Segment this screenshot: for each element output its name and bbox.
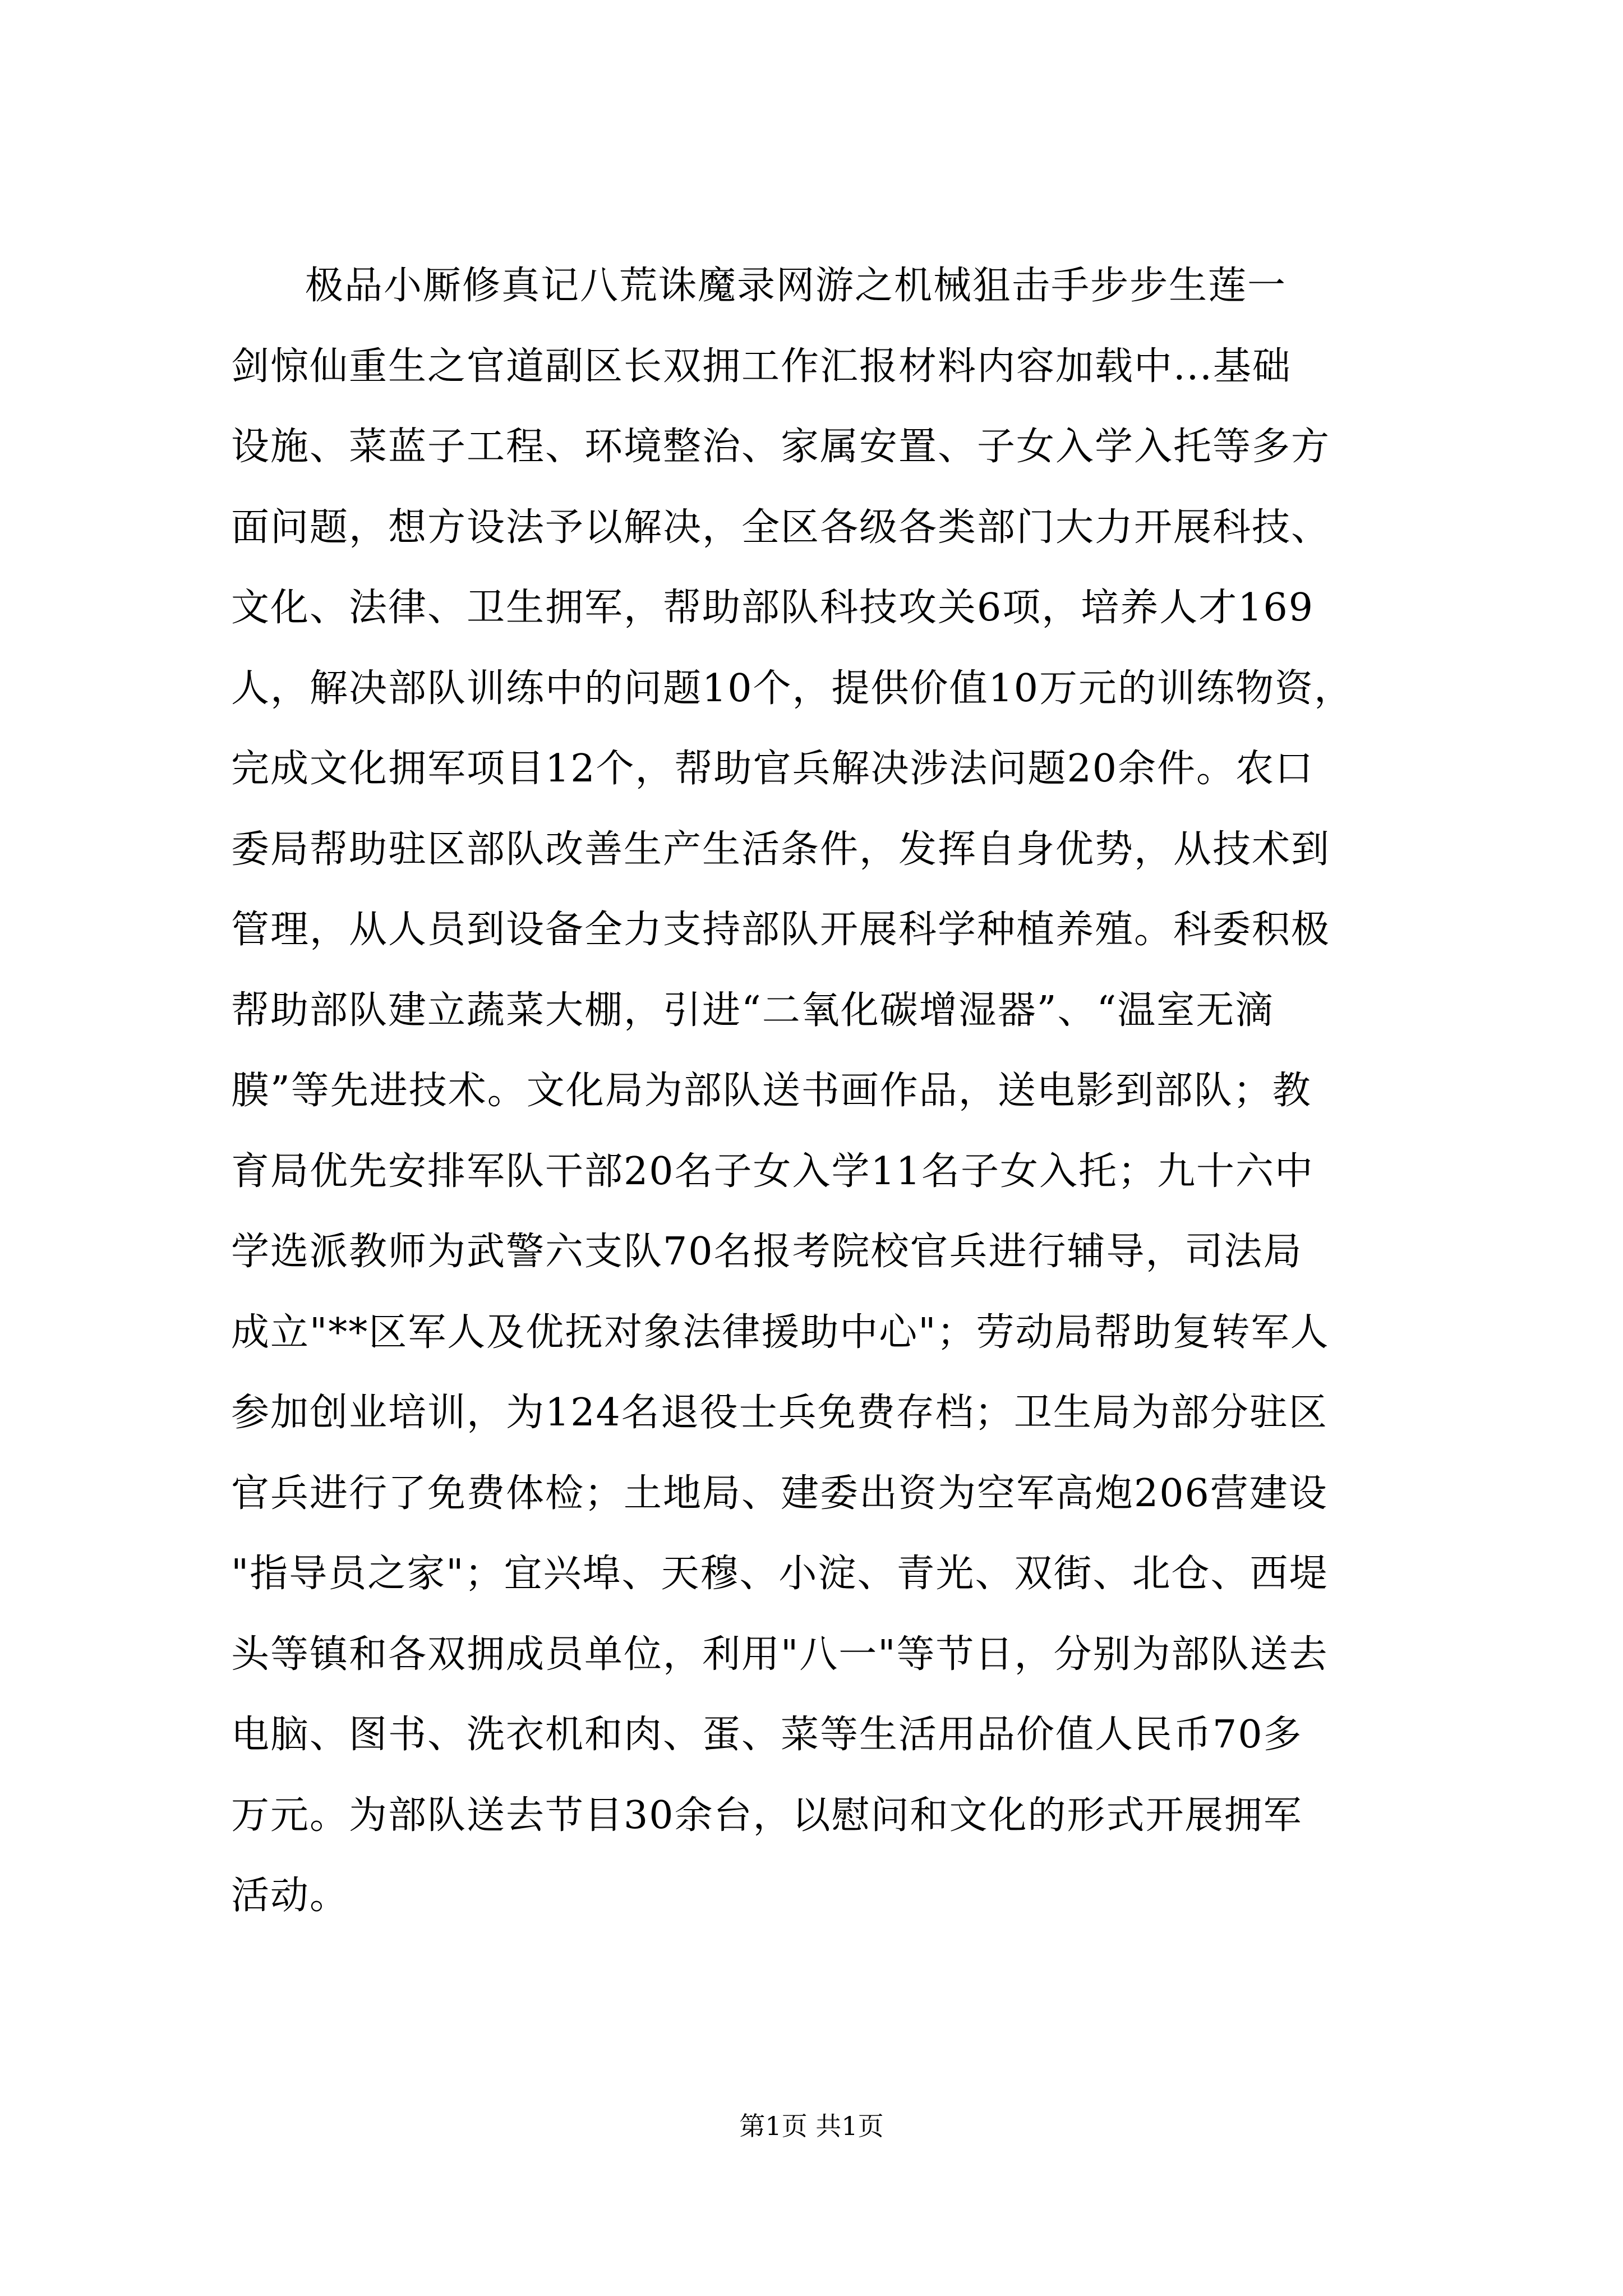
body-paragraph <box>231 246 1451 1936</box>
paragraph-line: 人，解决部队训练中的问题10个，提供价值10万元的训练物资， <box>231 666 1354 711</box>
paragraph-line: 电脑、图书、洗衣机和肉、蛋、菜等生活用品价值人民币70多 <box>231 1713 1303 1757</box>
page-number-label: 第1页 共1页 <box>739 2111 884 2141</box>
paragraph-line: 头等镇和各双拥成员单位，利用"八一"等节日，分别为部队送去 <box>231 1632 1329 1677</box>
paragraph-line: 育局优先安排军队干部20名子女入学11名子女入托；九十六中 <box>231 1149 1315 1194</box>
paragraph-line: 极品小厮修真记八荒诛魔录网游之机械狙击手步步生莲一 <box>305 264 1287 308</box>
paragraph-line: 完成文化拥军项目12个，帮助官兵解决涉法问题20余件。农口 <box>231 747 1315 791</box>
paragraph-line: "指导员之家"；宜兴埠、天穆、小淀、青光、双街、北仓、西堤 <box>231 1552 1329 1596</box>
paragraph-line: 委局帮助驻区部队改善生产生活条件，发挥自身优势，从技术到 <box>231 827 1331 872</box>
paragraph-line: 成立"**区军人及优抚对象法律援助中心"；劳动局帮助复转军人 <box>231 1310 1330 1355</box>
paragraph-line: 剑惊仙重生之官道副区长双拥工作汇报材料内容加载中...基础 <box>231 344 1292 389</box>
paragraph-line: 管理，从人员到设备全力支持部队开展科学种植养殖。科委积极 <box>231 908 1331 952</box>
paragraph-line: 设施、菜蓝子工程、环境整治、家属安置、子女入学入托等多方 <box>231 425 1331 469</box>
paragraph-line: 膜”等先进技术。文化局为部队送书画作品，送电影到部队；教 <box>231 1069 1312 1113</box>
paragraph-line: 帮助部队建立蔬菜大棚，引进“二氧化碳增湿器”、“温室无滴 <box>231 988 1275 1033</box>
paragraph-line: 面问题，想方设法予以解决，全区各级各类部门大力开展科技、 <box>231 505 1331 550</box>
paragraph-line: 活动。 <box>231 1874 349 1918</box>
paragraph-line: 参加创业培训，为124名退役士兵免费存档；卫生局为部分驻区 <box>231 1391 1328 1435</box>
paragraph-line: 学选派教师为武警六支队70名报考院校官兵进行辅导，司法局 <box>231 1230 1303 1274</box>
page-footer <box>0 2109 1623 2143</box>
paragraph-line: 官兵进行了免费体检；土地局、建委出资为空军高炮206营建设 <box>231 1471 1328 1516</box>
paragraph-line: 万元。为部队送去节目30余台，以慰问和文化的形式开展拥军 <box>231 1793 1303 1838</box>
paragraph-line: 文化、法律、卫生拥军，帮助部队科技攻关6项，培养人才169 <box>231 586 1315 630</box>
